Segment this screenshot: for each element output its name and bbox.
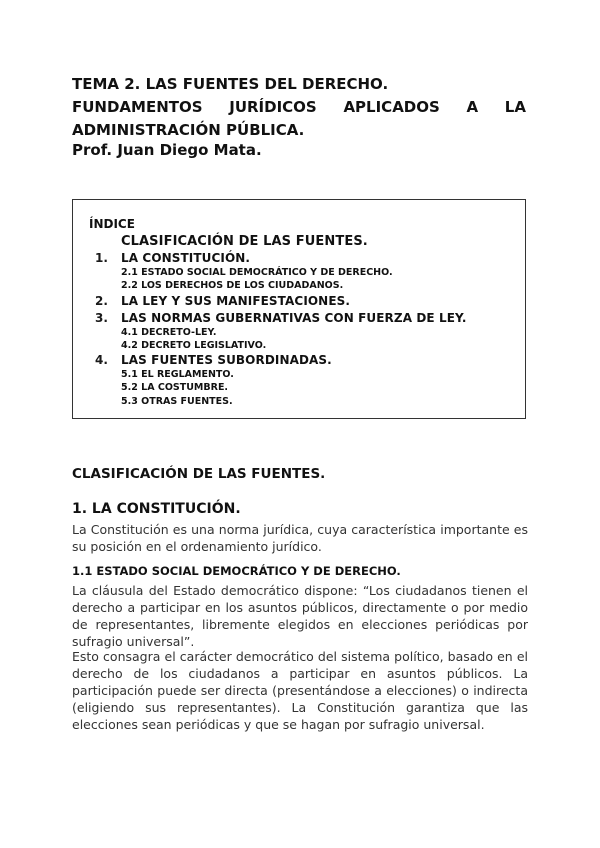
index-subitem: 5.3 OTRAS FUENTES. — [121, 396, 233, 407]
index-subitem: 2.2 LOS DERECHOS DE LOS CIUDADANOS. — [121, 280, 344, 291]
index-subitem: 2.1 ESTADO SOCIAL DEMOCRÁTICO Y DE DERECHO. — [121, 267, 393, 278]
index-item-ley: LA LEY Y SUS MANIFESTACIONES. — [121, 294, 351, 308]
index-subitem: 5.2 LA COSTUMBRE. — [121, 382, 229, 393]
index-subitem: 4.1 DECRETO-LEY. — [121, 327, 217, 338]
index-item-number: 4. — [95, 353, 108, 367]
index-subitem: 5.1 EL REGLAMENTO. — [121, 369, 234, 380]
index-item-number: 2. — [95, 294, 108, 308]
subtitle-word: A — [466, 98, 479, 116]
index-item-number: 3. — [95, 311, 108, 325]
subtitle-word: LA — [504, 98, 526, 116]
section-heading-clasificacion: CLASIFICACIÓN DE LAS FUENTES. — [72, 466, 326, 482]
subtitle-word: JURÍDICOS — [229, 98, 317, 116]
document-subtitle-end: ADMINISTRACIÓN PÚBLICA. — [72, 121, 305, 139]
subtitle-word: APLICADOS — [343, 98, 440, 116]
index-box — [72, 199, 526, 419]
constitucion-paragraph: La Constitución es una norma jurídica, cuya característica importante es su posición en el ordenamiento jurídico. — [72, 522, 528, 554]
index-clasificacion: CLASIFICACIÓN DE LAS FUENTES. — [121, 234, 368, 249]
index-item-subordinadas: LAS FUENTES SUBORDINADAS. — [121, 353, 332, 367]
index-subitem: 4.2 DECRETO LEGISLATIVO. — [121, 340, 267, 351]
index-item-number: 1. — [95, 251, 108, 265]
subtitle-word: FUNDAMENTOS — [72, 98, 203, 116]
section-heading-constitucion: 1. LA CONSTITUCIÓN. — [72, 501, 241, 517]
document-subtitle-line — [72, 96, 526, 119]
estado-paragraph-1: La cláusula del Estado democrático dispone: “Los ciudadanos tienen el derecho a participar en los asuntos públicos, directamente o por medio de representantes, libremente elegidos en elecciones periódicas por sufragio universal”. — [72, 583, 528, 649]
subsection-heading-estado: 1.1 ESTADO SOCIAL DEMOCRÁTICO Y DE DERECHO. — [72, 564, 401, 578]
document-author: Prof. Juan Diego Mata. — [72, 141, 262, 159]
index-title: ÍNDICE — [89, 217, 135, 231]
estado-paragraph-2: Esto consagra el carácter democrático del sistema político, basado en el derecho de los ciudadanos a participar en asuntos públicos. La participación puede ser directa (presentándose a elecciones) o indirecta (eligiendo sus representantes). La Constitución garantiza que las elecciones sean periódicas y que se hagan por sufragio universal. — [72, 649, 528, 732]
index-item-normas: LAS NORMAS GUBERNATIVAS CON FUERZA DE LEY. — [121, 311, 467, 325]
index-item-constitucion: LA CONSTITUCIÓN. — [121, 251, 251, 265]
document-title: TEMA 2. LAS FUENTES DEL DERECHO. — [72, 75, 389, 93]
